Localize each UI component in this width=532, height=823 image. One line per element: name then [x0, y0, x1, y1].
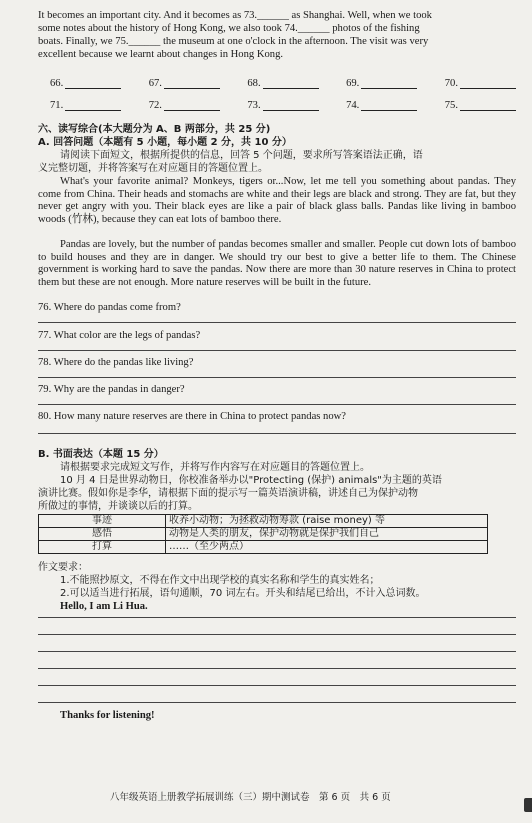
answer-line-76[interactable]	[38, 322, 516, 323]
blank-underline	[460, 100, 516, 111]
blank-underline	[263, 78, 319, 89]
requirements-title: 作文要求：	[38, 562, 88, 573]
question-79: 79. Why are the pandas in danger?	[38, 384, 185, 395]
answer-blanks-row-2	[50, 100, 516, 111]
blank-label: 74.	[346, 100, 360, 111]
part-b-prompt-3: 所做过的事情，并谈谈以后的打算。	[38, 501, 198, 512]
requirement-1: 1.不能照抄原文，不得在作文中出现学校的真实名称和学生的真实姓名；	[60, 575, 380, 586]
part-b-title: B. 书面表达（本题 15 分）	[38, 449, 164, 460]
blank-69[interactable]	[346, 78, 417, 89]
requirement-2: 2.可以适当进行拓展，语句通顺，70 词左右。开头和结尾已给出，不计入总词数。	[60, 588, 426, 599]
blank-underline	[65, 100, 121, 111]
question-80: 80. How many nature reserves are there in China to protect pandas now?	[38, 411, 346, 422]
question-76: 76. Where do pandas come from?	[38, 302, 181, 313]
blank-75[interactable]	[445, 100, 516, 111]
part-a-title: A. 回答问题（本题有 5 小题，每小题 2 分，共 10 分）	[38, 137, 292, 148]
table-cell-content: 动物是人类的朋友，保护动物就是保护我们自己	[166, 528, 488, 541]
table-cell-content: ……（至少两点）	[166, 541, 488, 554]
blank-label: 72.	[148, 100, 162, 111]
passage-paragraph-1: What's your favorite animal? Monkeys, tigers or...Now, let me tell you something about pandas. They come from China. Their heads and stomachs are white and their legs are black and strong. They are fat, but they never get angry with you. Their black eyes are like a pair of black glass balls. Pandas like living in bamboo woods (竹林), because they can eat lots of bamboo there.	[38, 176, 516, 225]
table-cell-label: 打算	[39, 541, 166, 554]
answer-line-80[interactable]	[38, 433, 516, 434]
blank-label: 69.	[346, 78, 360, 89]
blank-underline	[263, 100, 319, 111]
table-row	[39, 515, 488, 528]
part-a-instruction-2: 义完整切题，并将答案写在对应题目的答题位置上。	[38, 163, 268, 174]
essay-line-1[interactable]	[38, 617, 516, 618]
table-cell-label: 事迹	[39, 515, 166, 528]
blank-67[interactable]	[149, 78, 220, 89]
blank-underline	[164, 100, 220, 111]
blank-underline	[460, 78, 516, 89]
blank-73[interactable]	[247, 100, 318, 111]
part-b-instruction: 请根据要求完成短文写作，并将写作内容写在对应题目的答题位置上。	[60, 462, 370, 473]
intro-line-1: It becomes an important city. And it becomes as 73.______ as Shanghai. Well, when we took	[38, 10, 432, 21]
essay-line-3[interactable]	[38, 651, 516, 652]
blank-underline	[65, 78, 121, 89]
blank-label: 66.	[50, 78, 64, 89]
blank-label: 71.	[50, 100, 64, 111]
part-a-instruction-1: 请阅读下面短文，根据所提供的信息，回答 5 个问题，要求所写答案语法正确，语	[60, 150, 423, 161]
blank-underline	[164, 78, 220, 89]
blank-underline	[361, 100, 417, 111]
blank-66[interactable]	[50, 78, 121, 89]
edge-mark	[524, 798, 532, 812]
table-row	[39, 528, 488, 541]
intro-line-3: boats. Finally, we 75.______ the museum at one o'clock in the afternoon. The visit was very	[38, 36, 429, 47]
essay-line-5[interactable]	[38, 685, 516, 686]
blank-label: 70.	[444, 78, 458, 89]
answer-line-78[interactable]	[38, 377, 516, 378]
blank-68[interactable]	[247, 78, 318, 89]
blank-72[interactable]	[149, 100, 220, 111]
passage-paragraph-2: Pandas are lovely, but the number of pandas becomes smaller and smaller. People cut down lots of bamboo to build houses and they are in danger. We should try our best to give a better life to them. The Chinese government is working hard to save the pandas. Now there are more than 30 nature reserves in China to protect them but these are not enough. More nature reserves will be built in the future.	[38, 239, 516, 288]
blank-label: 67.	[148, 78, 162, 89]
part-b-prompt-1: 10 月 4 日是世界动物日，你校准备举办以"Protecting (保护) animals"为主题的英语	[60, 475, 442, 486]
blank-underline	[361, 78, 417, 89]
question-78: 78. Where do the pandas like living?	[38, 357, 194, 368]
blank-label: 68.	[247, 78, 261, 89]
essay-line-4[interactable]	[38, 668, 516, 669]
blank-label: 73.	[247, 100, 261, 111]
table-cell-label: 感悟	[39, 528, 166, 541]
answer-blanks-row-1	[50, 78, 516, 89]
essay-closing: Thanks for listening!	[60, 710, 155, 721]
blank-label: 75.	[444, 100, 458, 111]
table-cell-content: 收养小动物；为拯救动物筹款 (raise money) 等	[166, 515, 488, 528]
intro-line-4: excellent because we learnt about changes in Hong Kong.	[38, 49, 284, 60]
essay-opening: Hello, I am Li Hua.	[60, 601, 148, 612]
blank-74[interactable]	[346, 100, 417, 111]
intro-line-2: some notes about the history of Hong Kong, we also took 74.______ photos of the fishing	[38, 23, 420, 34]
blank-70[interactable]	[445, 78, 516, 89]
table-row	[39, 541, 488, 554]
writing-outline-table	[38, 514, 488, 554]
essay-line-6[interactable]	[38, 702, 516, 703]
part-b-prompt-2: 演讲比赛。假如你是李华，请根据下面的提示写一篇英语演讲稿，讲述自己为保护动物	[38, 488, 418, 499]
section-6-heading: 六、读写综合(本大题分为 A、B 两部分，共 25 分)	[38, 124, 271, 135]
question-77: 77. What color are the legs of pandas?	[38, 330, 201, 341]
essay-line-2[interactable]	[38, 634, 516, 635]
answer-line-79[interactable]	[38, 404, 516, 405]
page-footer: 八年级英语上册教学拓展训练（三）期中测试卷 第 6 页 共 6 页	[110, 792, 391, 803]
answer-line-77[interactable]	[38, 350, 516, 351]
blank-71[interactable]	[50, 100, 121, 111]
